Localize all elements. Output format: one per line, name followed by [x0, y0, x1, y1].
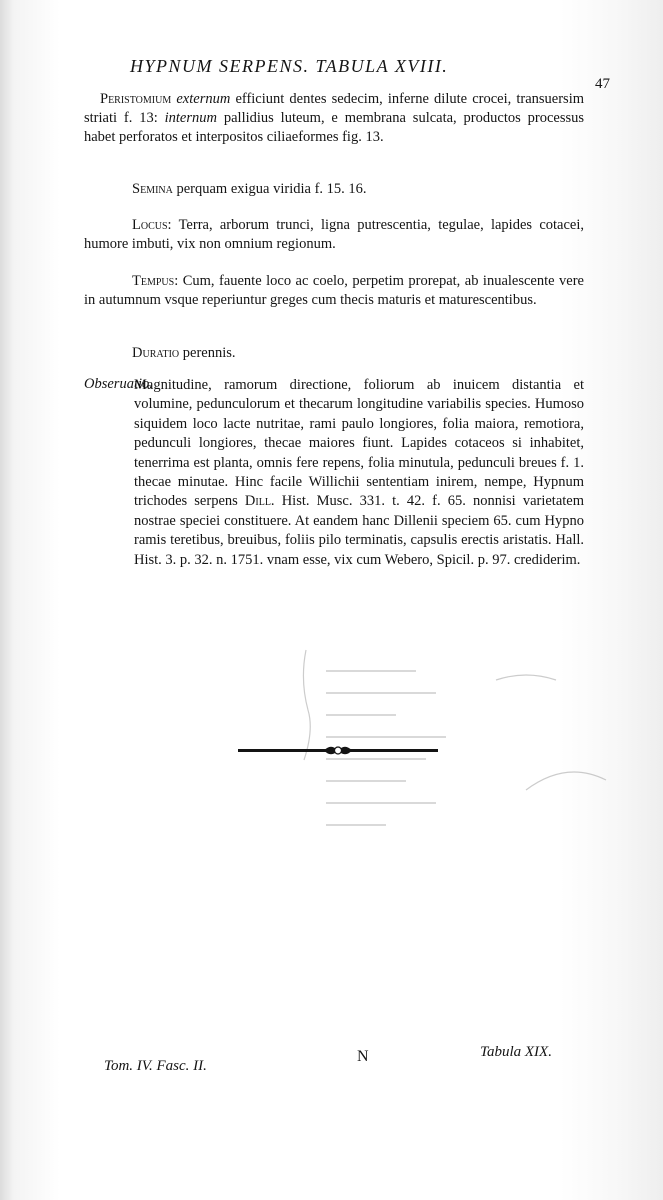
- gathering-letter: N: [357, 1048, 369, 1065]
- obseruatio-label: Obseruatio.: [84, 376, 153, 392]
- semina-term: Semina: [132, 181, 173, 197]
- semina-text: perquam exigua viridia f. 15. 16.: [172, 181, 367, 197]
- page-number: 47: [595, 76, 610, 92]
- peristomium-term: Peristomium: [100, 91, 172, 107]
- peristomium-qualifier-internum: internum: [164, 110, 217, 126]
- obseruatio-paragraph: [134, 376, 584, 570]
- tempus-text: : Cum, fauente loco ac coelo, perpetim prorepat, ab inualescente vere in autumnum vsque reperiuntur greges cum thecis maturis et maturescentibus.: [84, 273, 584, 308]
- signature-mark: Tom. IV. Fasc. II.: [104, 1058, 207, 1074]
- locus-term: Locus: [132, 217, 168, 233]
- running-header: [130, 56, 610, 92]
- peristomium-qualifier-externum: externum: [176, 91, 231, 107]
- duratio-paragraph: [84, 344, 584, 363]
- obseruatio-text-2: Hist. Musc. 331. t. 42. f. 65. nonnisi varietatem nostrae speciei constituere. At eandem hanc Dillenii speciem 65. cum Hypno ramis teretibus, breuibus, foliis pilo terminatis, capsulis erectis aristatis. Hall. Hist. 3. p. 32. n. 1751. vnam esse, vix cum Webero, Spicil. p. 97. crediderim.: [134, 493, 584, 568]
- catchword: Tabula XIX.: [480, 1044, 552, 1060]
- obseruatio-citation-author: Dill.: [244, 493, 275, 510]
- locus-text: : Terra, arborum trunci, ligna putrescentia, tegulae, lapides cotacei, humore imbuti, vix non omnium regionum.: [84, 217, 584, 252]
- duratio-text: perennis.: [179, 345, 236, 361]
- peristomium-text-1: efficiunt dentes sedecim, inferne dilute crocei, transuersim striati f. 13:: [84, 91, 585, 126]
- locus-paragraph: [84, 216, 584, 254]
- tempus-paragraph: [84, 272, 584, 310]
- semina-paragraph: [84, 180, 584, 199]
- obseruatio-text-1: Magnitudine, ramorum directione, foliorum ab inuicem distantia et volumine, pedunculorum et thecarum longitudine variabilis species. Humoso siquidem loco lacte nutritae, rami paulo longiores, folia maiora, remotiora, pedunculi longiores, thecae maiores fiunt. Lapides cotaceos si inhabitet, tenerrima est planta, omnis fere repens, folia minutula, pedunculi breues f. 1. thecae minutae. Hinc facile Willichii sententiam inirem, nempe, Hypnum trichodes serpens: [134, 377, 584, 510]
- peristomium-text-2: pallidius luteum, e membrana sulcata, productos processus habet perforatos et interpositos ciliaeformes fig. 13.: [84, 110, 584, 145]
- ornamental-rule: [238, 743, 438, 759]
- duratio-term: Duratio: [132, 345, 180, 361]
- tempus-term: Tempus: [132, 273, 175, 289]
- peristomium-paragraph: [84, 90, 584, 147]
- header-title: HYPNUM SERPENS. TABULA XVIII.: [130, 56, 449, 76]
